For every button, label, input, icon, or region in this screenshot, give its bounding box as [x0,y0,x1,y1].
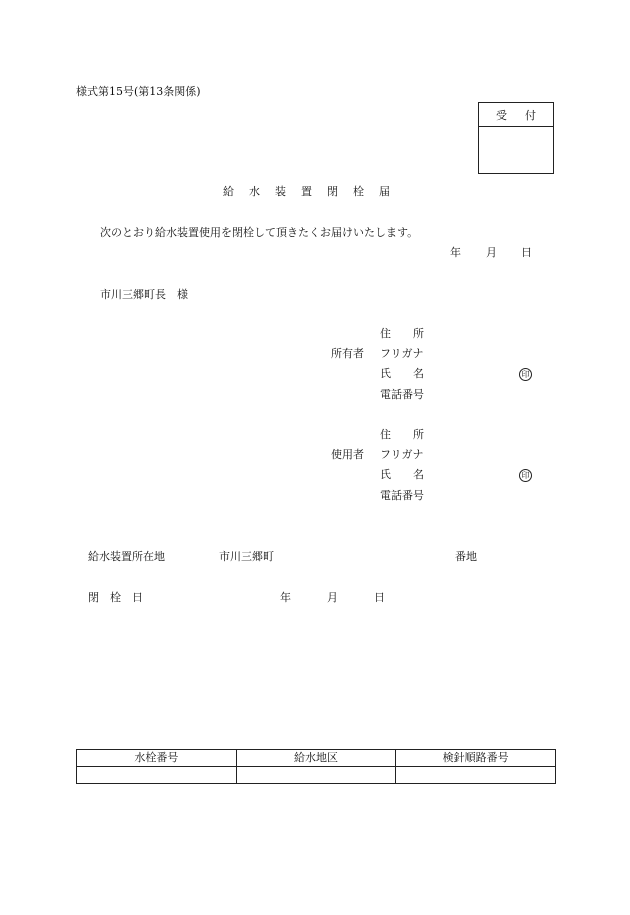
submission-year-label: 年 [450,246,461,259]
user-role-label: 使用者 [331,448,364,461]
owner-address-label: 住 所 [380,327,424,340]
office-use-table [76,749,556,784]
user-phone-label: 電話番号 [380,489,424,502]
title-char: 栓 [353,185,364,198]
location-banchi-label: 番地 [455,550,477,563]
receipt-char-1: 受 [496,108,507,122]
owner-name-label: 氏 名 [380,367,424,380]
owner-furigana-label: フリガナ [380,347,424,360]
cell-hydrant-number[interactable] [77,767,237,784]
user-name-label: 氏 名 [380,468,424,481]
location-label: 給水装置所在地 [88,550,165,563]
header-supply-district: 給水地区 [236,750,396,767]
closing-year-label: 年 [280,591,291,604]
submission-month-label: 月 [486,246,497,259]
owner-seal-icon: 印 [519,368,532,381]
user-address-label: 住 所 [380,428,424,441]
cell-supply-district[interactable] [236,767,396,784]
addressee: 市川三郷町長 様 [100,288,188,301]
intro-text: 次のとおり給水装置使用を閉栓して頂きたくお届けいたします。 [100,226,419,239]
title-char: 給 [223,185,234,198]
title-char: 水 [249,185,260,198]
header-hydrant-number: 水栓番号 [77,750,237,767]
form-style-number: 様式第15号(第13条関係) [76,85,201,98]
receipt-char-2: 付 [525,108,536,122]
receipt-header [479,103,553,127]
closing-month-label: 月 [327,591,338,604]
closing-day-label: 日 [374,591,385,604]
table-header-row [77,750,556,767]
owner-phone-label: 電話番号 [380,388,424,401]
header-meter-route-number: 検針順路番号 [396,750,556,767]
closing-date-label: 閉 栓 日 [88,591,143,604]
location-town: 市川三郷町 [219,550,274,563]
cell-meter-route-number[interactable] [396,767,556,784]
user-furigana-label: フリガナ [380,448,424,461]
form-title [223,186,390,197]
table-row [77,767,556,784]
submission-day-label: 日 [521,246,532,259]
title-char: 閉 [327,185,338,198]
user-seal-icon: 印 [519,469,532,482]
title-char: 置 [301,185,312,198]
owner-role-label: 所有者 [331,347,364,360]
title-char: 装 [275,185,286,198]
title-char: 届 [379,185,390,198]
receipt-box [478,102,554,174]
